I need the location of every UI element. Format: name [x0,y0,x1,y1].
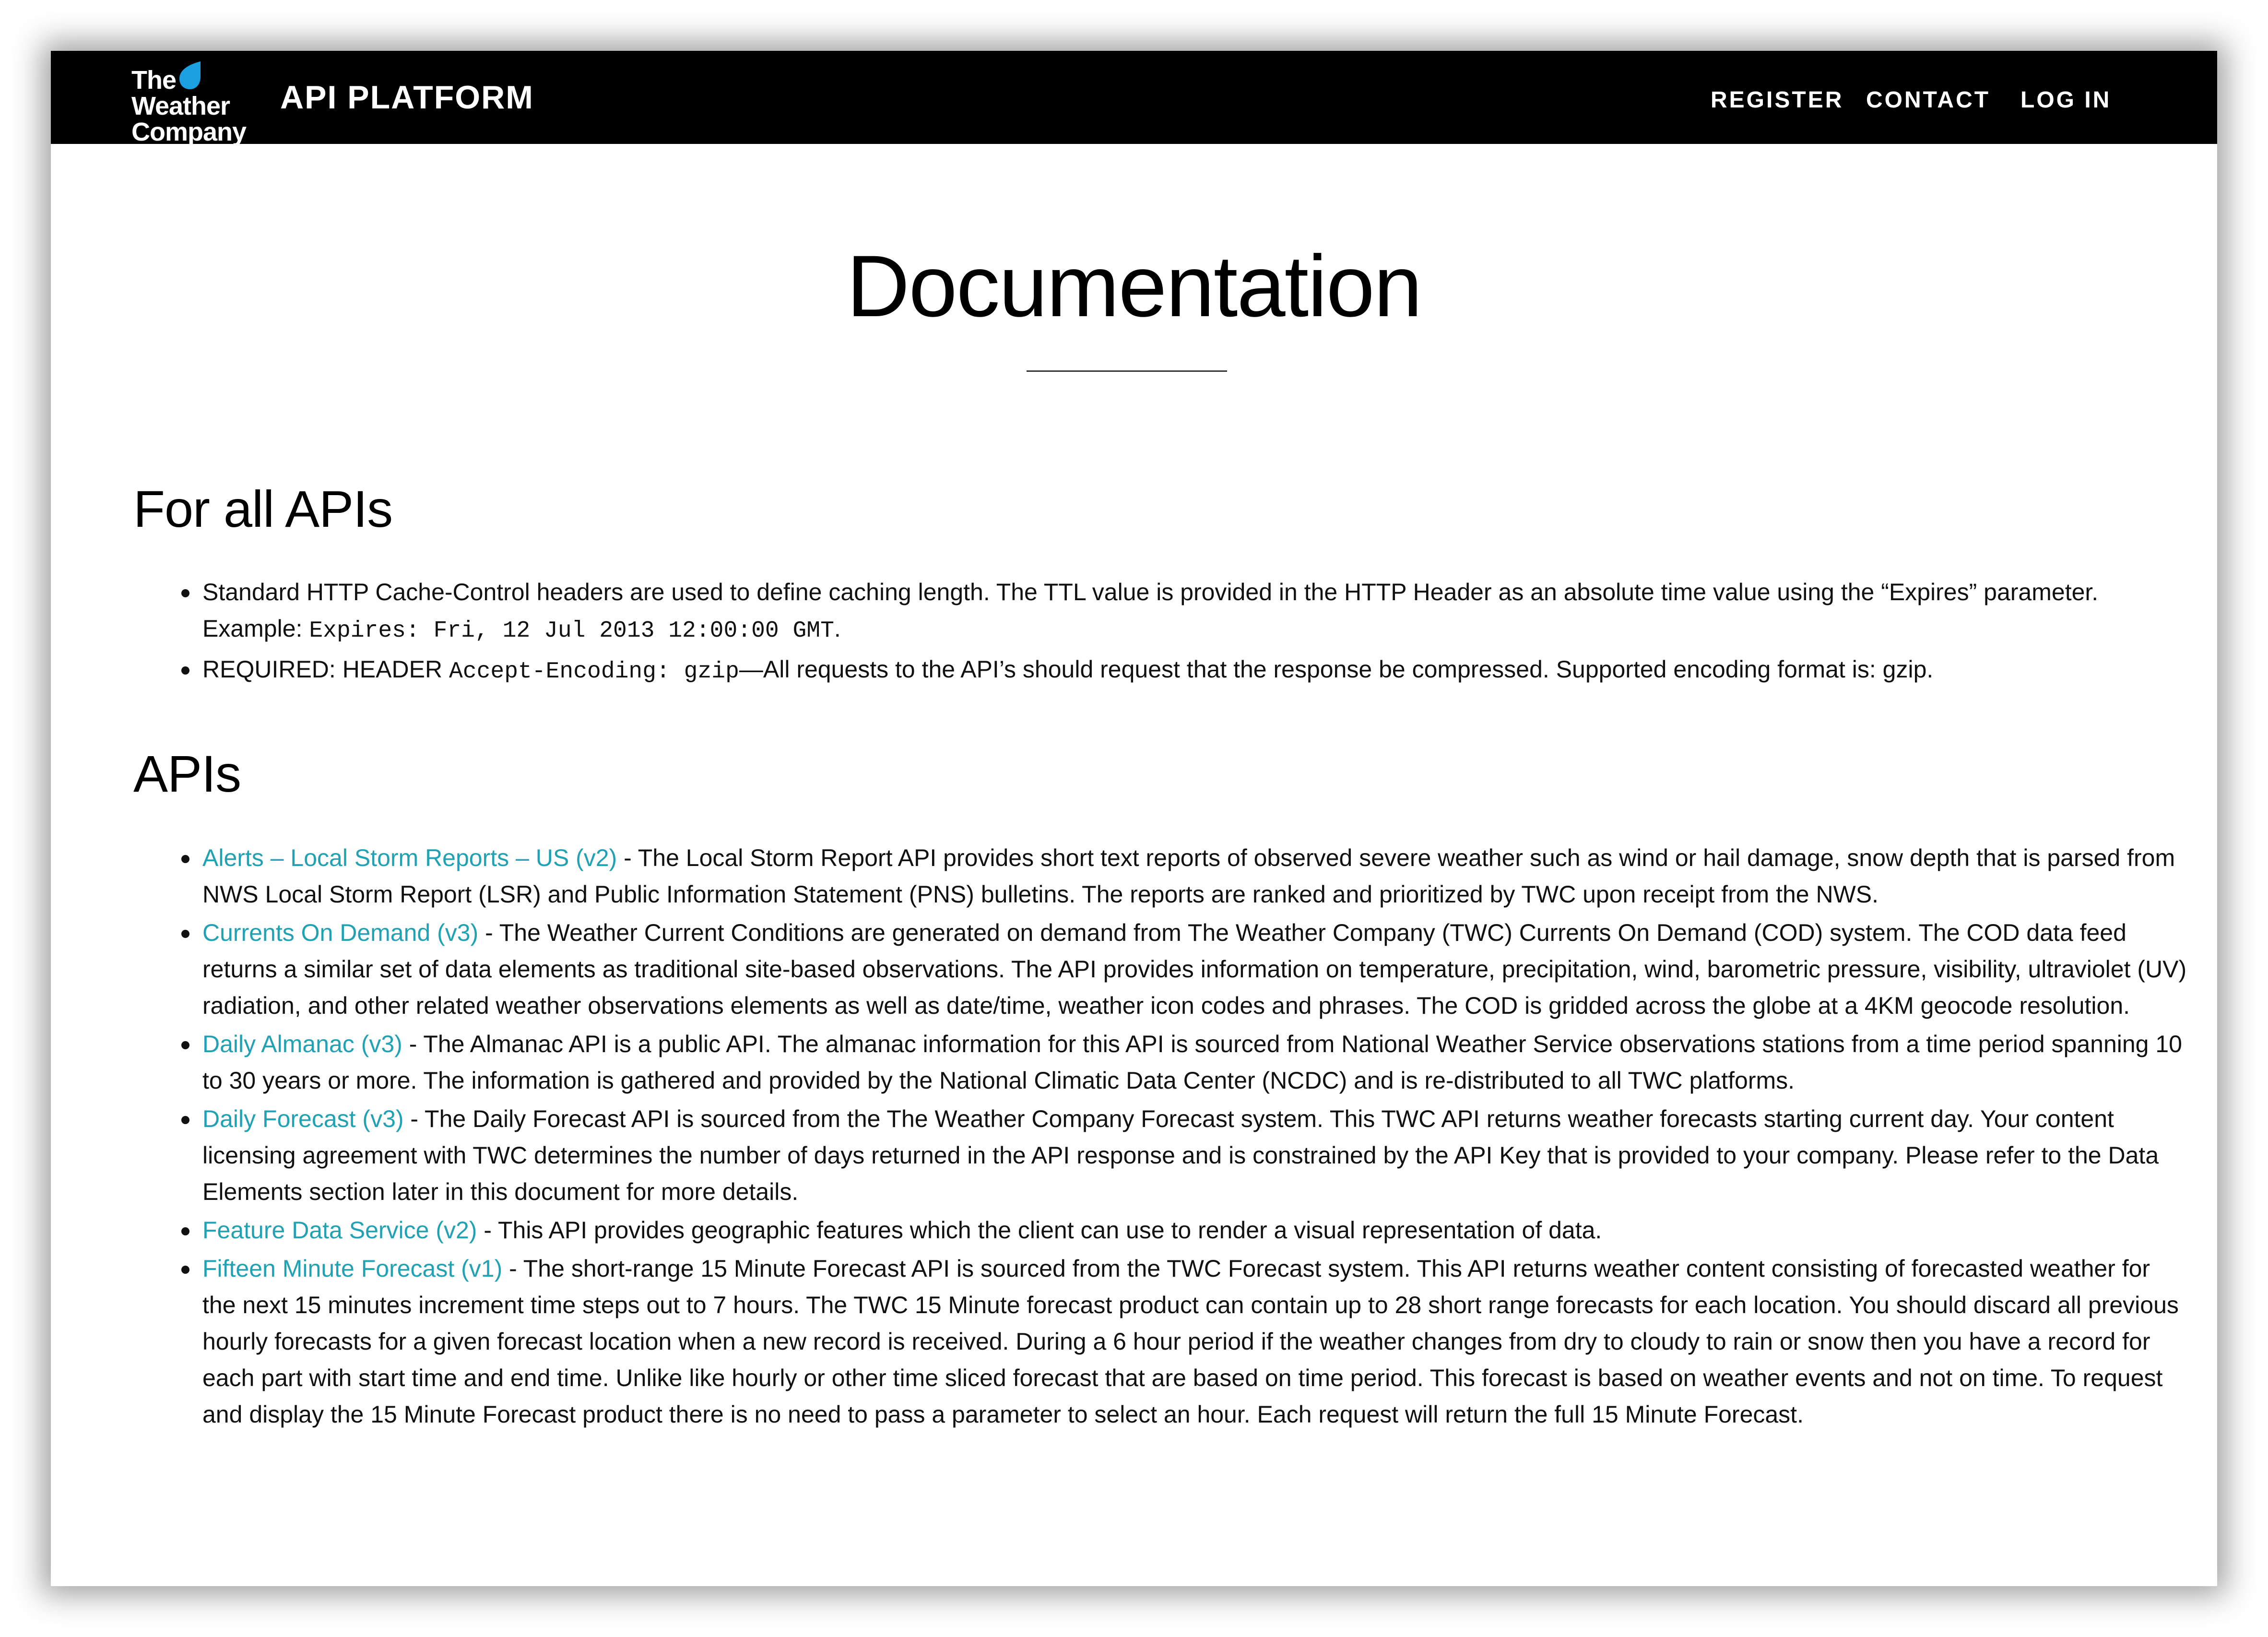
page-title: Documentation [846,237,1422,335]
cache-control-text-end: . [834,615,841,642]
section-heading-apis: APIs [133,745,241,803]
api-list-item [202,1101,2188,1210]
accept-encoding-code: Accept-Encoding: gzip [449,659,739,685]
api-link-alerts-local-storm-reports[interactable]: Alerts – Local Storm Reports – US (v2) [202,844,617,871]
api-description: - The Local Storm Report API provides short text reports of observed severe weather such as wind or hail damage, snow depth that is parsed from NWS Local Storm Report (LSR) and Public Information Statement (PNS) bulletins. The reports are ranked and prioritized by TWC upon receipt from the NWS. [202,844,2175,908]
weather-company-logo[interactable] [131,58,304,146]
api-link-currents-on-demand[interactable]: Currents On Demand (v3) [202,919,479,946]
api-description: - The Almanac API is a public API. The almanac information for this API is sourced from National Weather Service observations stations from a time period spanning 10 to 30 years or more. The information is gathered and provided by the National Climatic Data Center (NCDC) and is re-distributed to all TWC platforms. [202,1031,2182,1094]
expires-example-code: Expires: Fri, 12 Jul 2013 12:00:00 GMT [309,618,834,644]
api-list-item [202,1026,2188,1099]
api-link-daily-forecast[interactable]: Daily Forecast (v3) [202,1105,404,1132]
title-divider [1027,370,1227,372]
list-item-accept-encoding [202,651,2188,690]
api-link-fifteen-minute-forecast[interactable]: Fifteen Minute Forecast (v1) [202,1255,503,1282]
api-description: - The Daily Forecast API is sourced from the The Weather Company Forecast system. This TWC API returns weather forecasts starting current day. Your content licensing agreement with TWC determines the number of days returned in the API response and is constrained by the API Key that is provided to your company. Please refer to the Data Elements section later in this document for more details. [202,1105,2159,1205]
logo-line-weather: Weather [131,92,230,120]
api-list-item [202,1212,2188,1248]
api-list-item [202,840,2188,913]
api-description: - This API provides geographic features which the client can use to render a visual representation of data. [477,1217,1602,1244]
api-link-feature-data-service[interactable]: Feature Data Service (v2) [202,1217,477,1244]
logo-line-company: Company [131,118,247,146]
section-heading-for-all-apis: For all APIs [133,480,393,538]
for-all-apis-list [202,574,2188,692]
api-link-daily-almanac[interactable]: Daily Almanac (v3) [202,1031,402,1057]
water-drop-icon [177,60,202,90]
platform-title: API PLATFORM [280,79,534,116]
nav-login-link[interactable]: LOG IN [2020,87,2112,113]
browser-window [51,51,2217,1586]
api-list-item [202,1250,2188,1433]
cache-control-text: Standard HTTP Cache-Control headers are used to define caching length. The TTL value is provided in the HTTP Header as an absolute time value using the “Expires” parameter. Example: [202,579,2099,642]
compression-text: —All requests to the API’s should request that the response be compressed. Supported encoding format is: gzip. [739,656,1934,683]
api-list-item [202,914,2188,1024]
api-description: - The Weather Current Conditions are generated on demand from The Weather Company (TWC) Currents On Demand (COD) system. The COD data feed returns a similar set of data elements as traditional site-based observations. The API provides information on temperature, precipitation, wind, barometric pressure, visibility, ultraviolet (UV) radiation, and other related weather observations elements as well as date/time, weather icon codes and phrases. The COD is gridded across the globe at a 4KM geocode resolution. [202,919,2187,1019]
top-navigation-bar [51,51,2217,144]
required-header-text: REQUIRED: HEADER [202,656,449,683]
nav-contact-link[interactable]: CONTACT [1866,87,1991,113]
api-description: - The short-range 15 Minute Forecast API is sourced from the TWC Forecast system. This API returns weather content consisting of forecasted weather for the next 15 minutes increment time steps out to 7 hours. The TWC 15 Minute forecast product can contain up to 28 short range forecasts for each location. You should discard all previous hourly forecasts for a given forecast location when a new record is received. During a 6 hour period if the weather changes from dry to cloudy to rain or snow then you have a record for each part with start time and end time. Unlike like hourly or other time sliced forecast that are based on time period. This forecast is based on weather events and not on time. To request and display the 15 Minute Forecast product there is no need to pass a parameter to select an hour. Each request will return the full 15 Minute Forecast. [202,1255,2179,1428]
list-item-cache-control [202,574,2188,649]
logo-line-the: The [131,66,177,95]
apis-list [202,840,2188,1435]
nav-register-link[interactable]: REGISTER [1711,87,1844,113]
